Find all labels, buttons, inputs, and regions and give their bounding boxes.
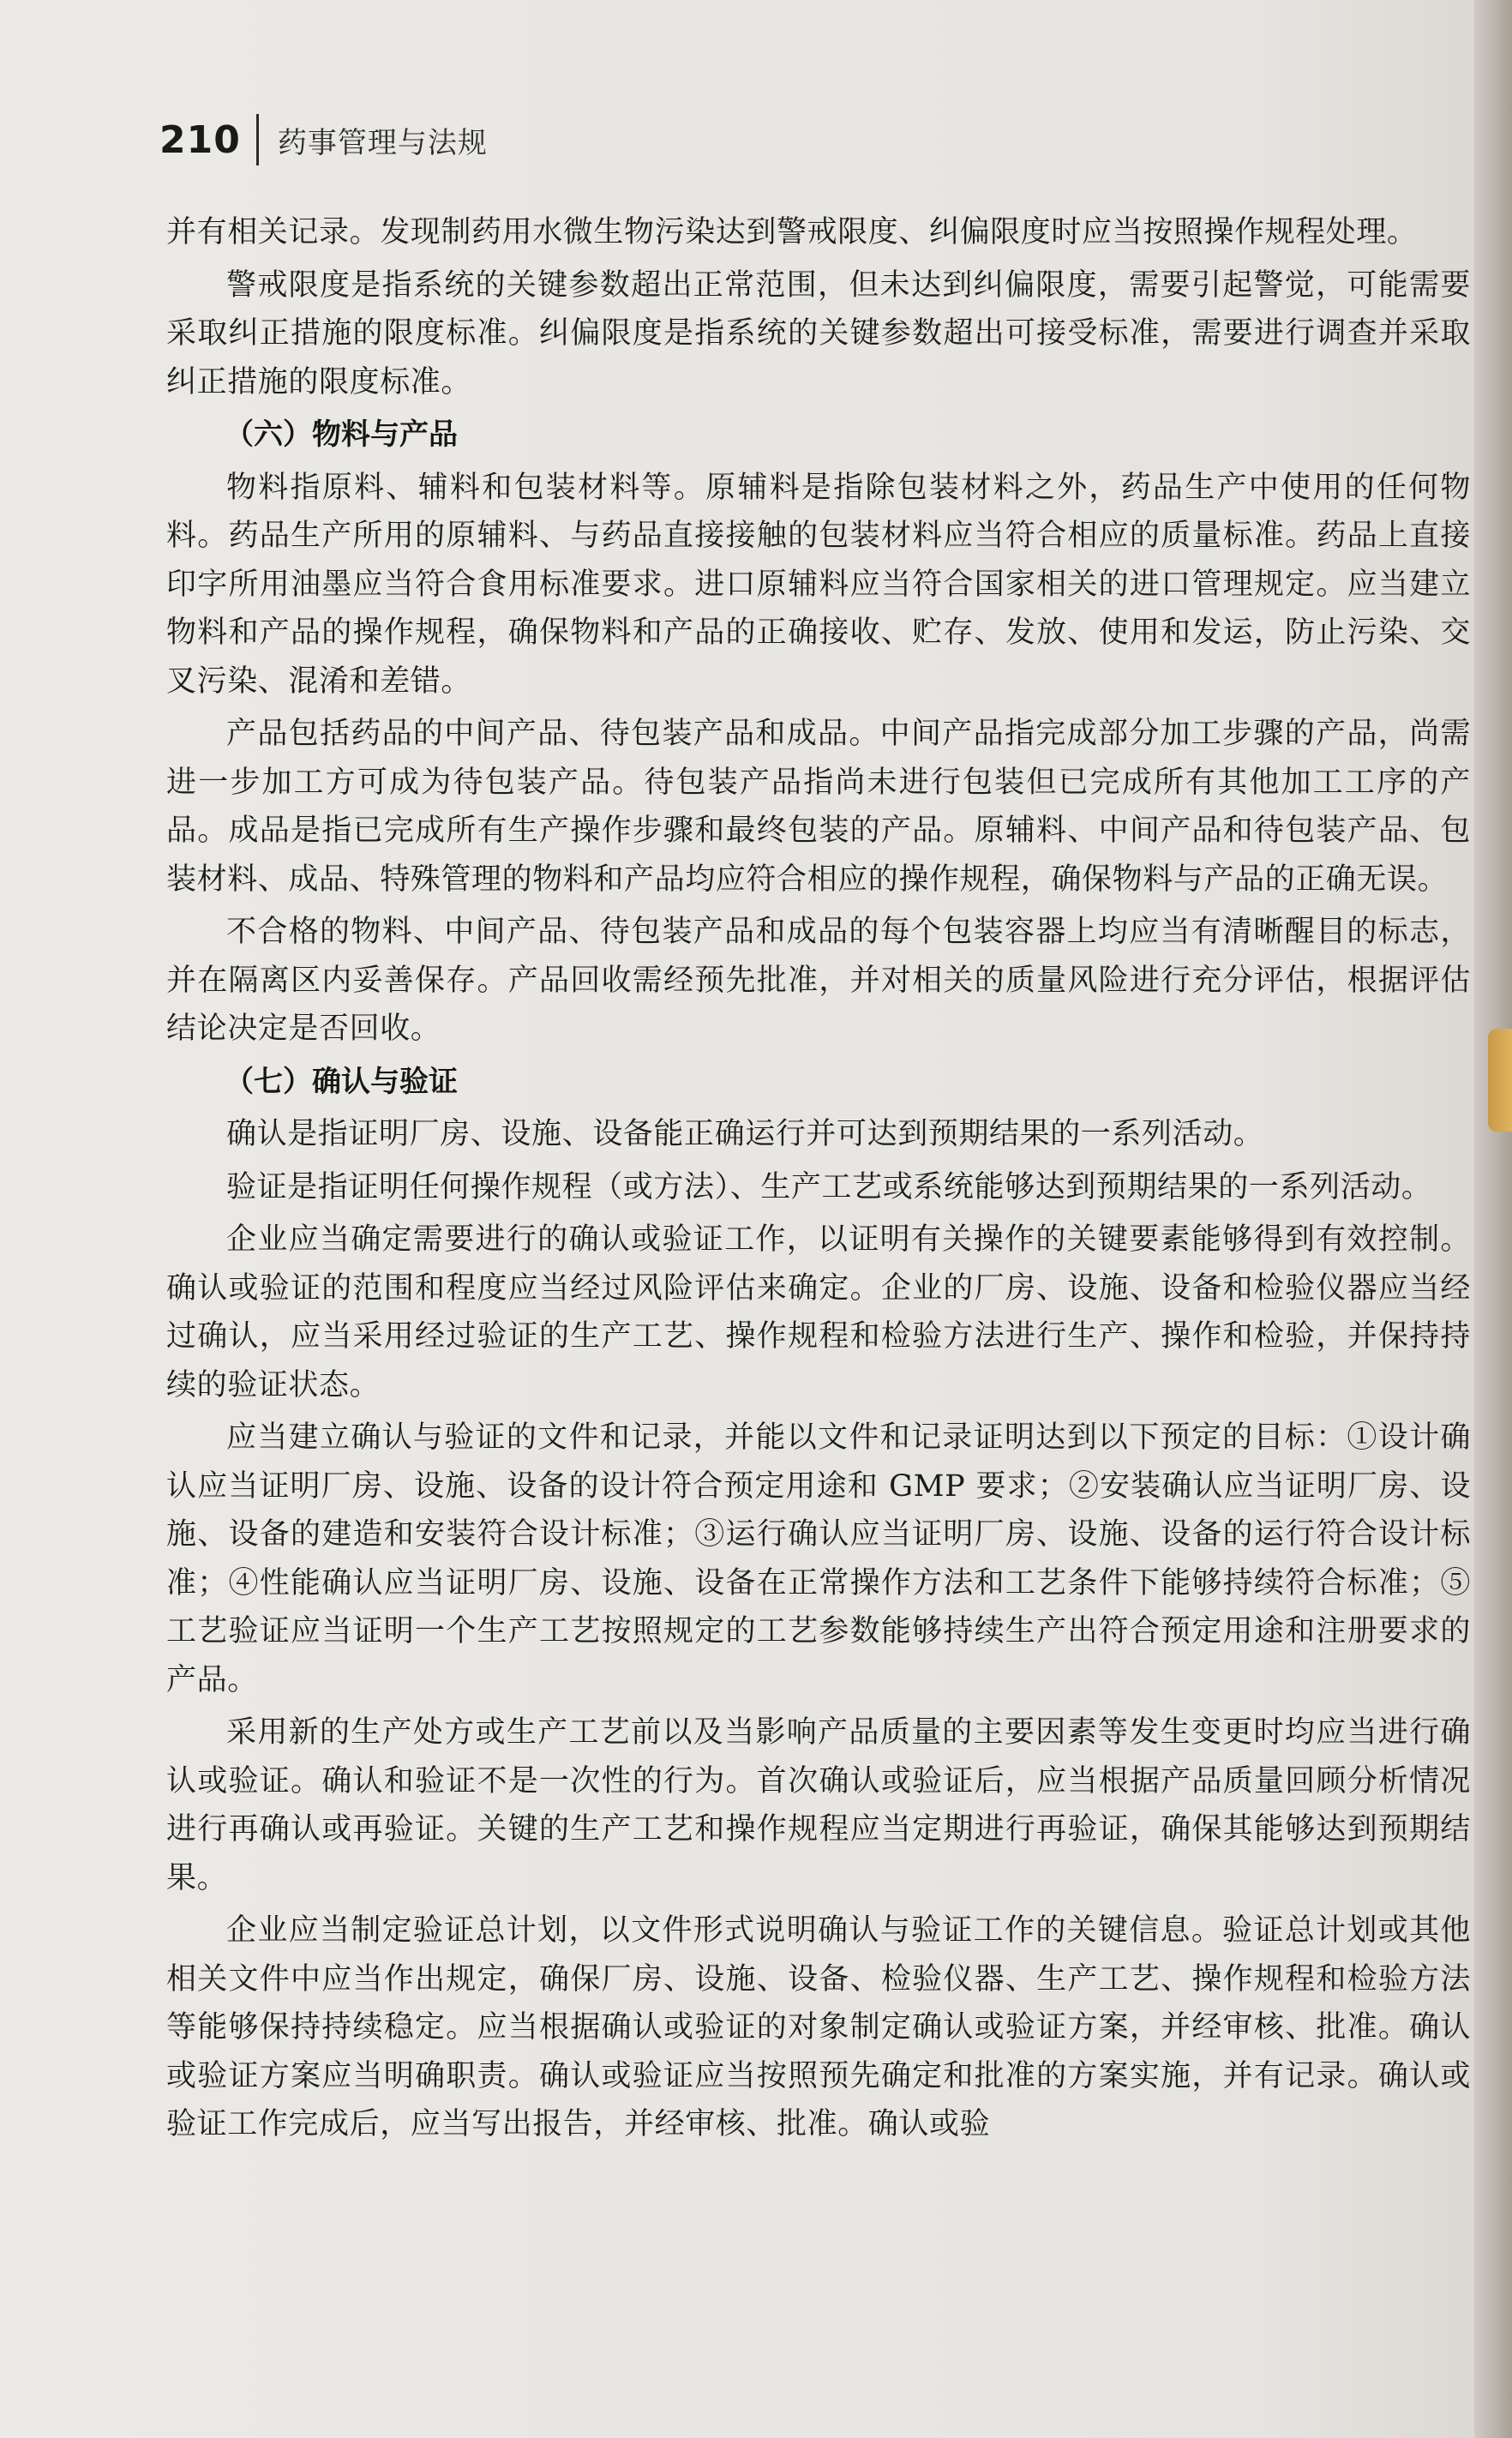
paragraph-water-records: 并有相关记录。发现制药用水微生物污染达到警戒限度、纠偏限度时应当按照操作规程处理。 xyxy=(166,215,1418,249)
running-title: 药事管理与法规 xyxy=(277,125,488,160)
paragraph-validation-definition: 验证是指证明任何操作规程（或方法）、生产工艺或系统能够达到预期结果的一系列活动。 xyxy=(226,1169,1432,1204)
paragraph-validation-master-plan: 企业应当制定验证总计划，以文件形式说明确认与验证工作的关键信息。验证总计划或其他相关文件中应当作出规定，确保厂房、设施、设备、检验仪器、生产工艺、操作规程和检验方法等能够保持持续稳定。应当根据确认或验证的对象制定确认或验证方案，并经审核、批准。确认或验证方案应当明确职责。确认或验证应当按照预先确定和批准的方案实施，并有记录。确认或验证工作完成后，应当写出报告，并经审核、批准。确认或验 xyxy=(166,1913,1471,2141)
section-heading-qualification-validation: （七）确认与验证 xyxy=(225,1064,458,1099)
paragraph-revalidation: 采用新的生产处方或生产工艺前以及当影响产品质量的主要因素等发生变更时均应当进行确认或验证。确认和验证不是一次性的行为。首次确认或验证后，应当根据产品质量回顾分析情况进行再确认或再验证。关键的生产工艺和操作规程应当定期进行再验证，确保其能够达到预期结果。 xyxy=(166,1715,1471,1895)
paragraph-limits-definition: 警戒限度是指系统的关键参数超出正常范围，但未达到纠偏限度，需要引起警觉，可能需要采取纠正措施的限度标准。纠偏限度是指系统的关键参数超出可接受标准，需要进行调查并采取纠正措施的限度标准。 xyxy=(166,267,1471,399)
paragraph-materials: 物料指原料、辅料和包装材料等。原辅料是指除包装材料之外，药品生产中使用的任何物料。药品生产所用的原辅料、与药品直接接触的包装材料应当符合相应的质量标准。药品上直接印字所用油墨应当符合食用标准要求。进口原辅料应当符合国家相关的进口管理规定。应当建立物料和产品的操作规程，确保物料和产品的正确接收、贮存、发放、使用和发运，防止污染、交叉污染、混淆和差错。 xyxy=(166,470,1471,699)
page-header xyxy=(159,110,488,170)
paragraph-qualification-definition: 确认是指证明厂房、设施、设备能正确运行并可达到预期结果的一系列活动。 xyxy=(226,1117,1264,1151)
paragraph-products: 产品包括药品的中间产品、待包装产品和成品。中间产品指完成部分加工步骤的产品，尚需进一步加工方可成为待包装产品。待包装产品指尚未进行包装但已完成所有其他加工工序的产品。成品是指已完成所有生产操作步骤和最终包装的产品。原辅料、中间产品和待包装产品、包装材料、成品、特殊管理的物料和产品均应符合相应的操作规程，确保物料与产品的正确无误。 xyxy=(166,717,1471,897)
book-tab-mark xyxy=(1488,1029,1512,1132)
body-text xyxy=(166,208,1471,2153)
section-heading-materials-products: （六）物料与产品 xyxy=(225,417,458,452)
paragraph-nonconforming: 不合格的物料、中间产品、待包装产品和成品的每个包装容器上均应当有清晰醒目的标志，并在隔离区内妥善保存。产品回收需经预先批准，并对相关的质量风险进行充分评估，根据评估结论决定是否回收。 xyxy=(166,915,1471,1046)
header-divider xyxy=(256,114,259,165)
page-edge xyxy=(1474,0,1512,2438)
paragraph-validation-scope: 企业应当确定需要进行的确认或验证工作，以证明有关操作的关键要素能够得到有效控制。确认或验证的范围和程度应当经过风险评估来确定。企业的厂房、设施、设备和检验仪器应当经过确认，应当采用经过验证的生产工艺、操作规程和检验方法进行生产、操作和检验，并保持持续的验证状态。 xyxy=(166,1222,1471,1402)
page-number: 210 xyxy=(159,117,241,162)
paragraph-validation-documents: 应当建立确认与验证的文件和记录，并能以文件和记录证明达到以下预定的目标：①设计确认应当证明厂房、设施、设备的设计符合预定用途和 GMP 要求；②安装确认应当证明厂房、设施、设备的建造和安装符合设计标准；③运行确认应当证明厂房、设施、设备的运行符合设计标准；④性能确认应当证明厂房、设施、设备在正常操作方法和工艺条件下能够持续符合标准；⑤工艺验证应当证明一个生产工艺按照规定的工艺参数能够持续生产出符合预定用途和注册要求的产品。 xyxy=(166,1420,1471,1697)
